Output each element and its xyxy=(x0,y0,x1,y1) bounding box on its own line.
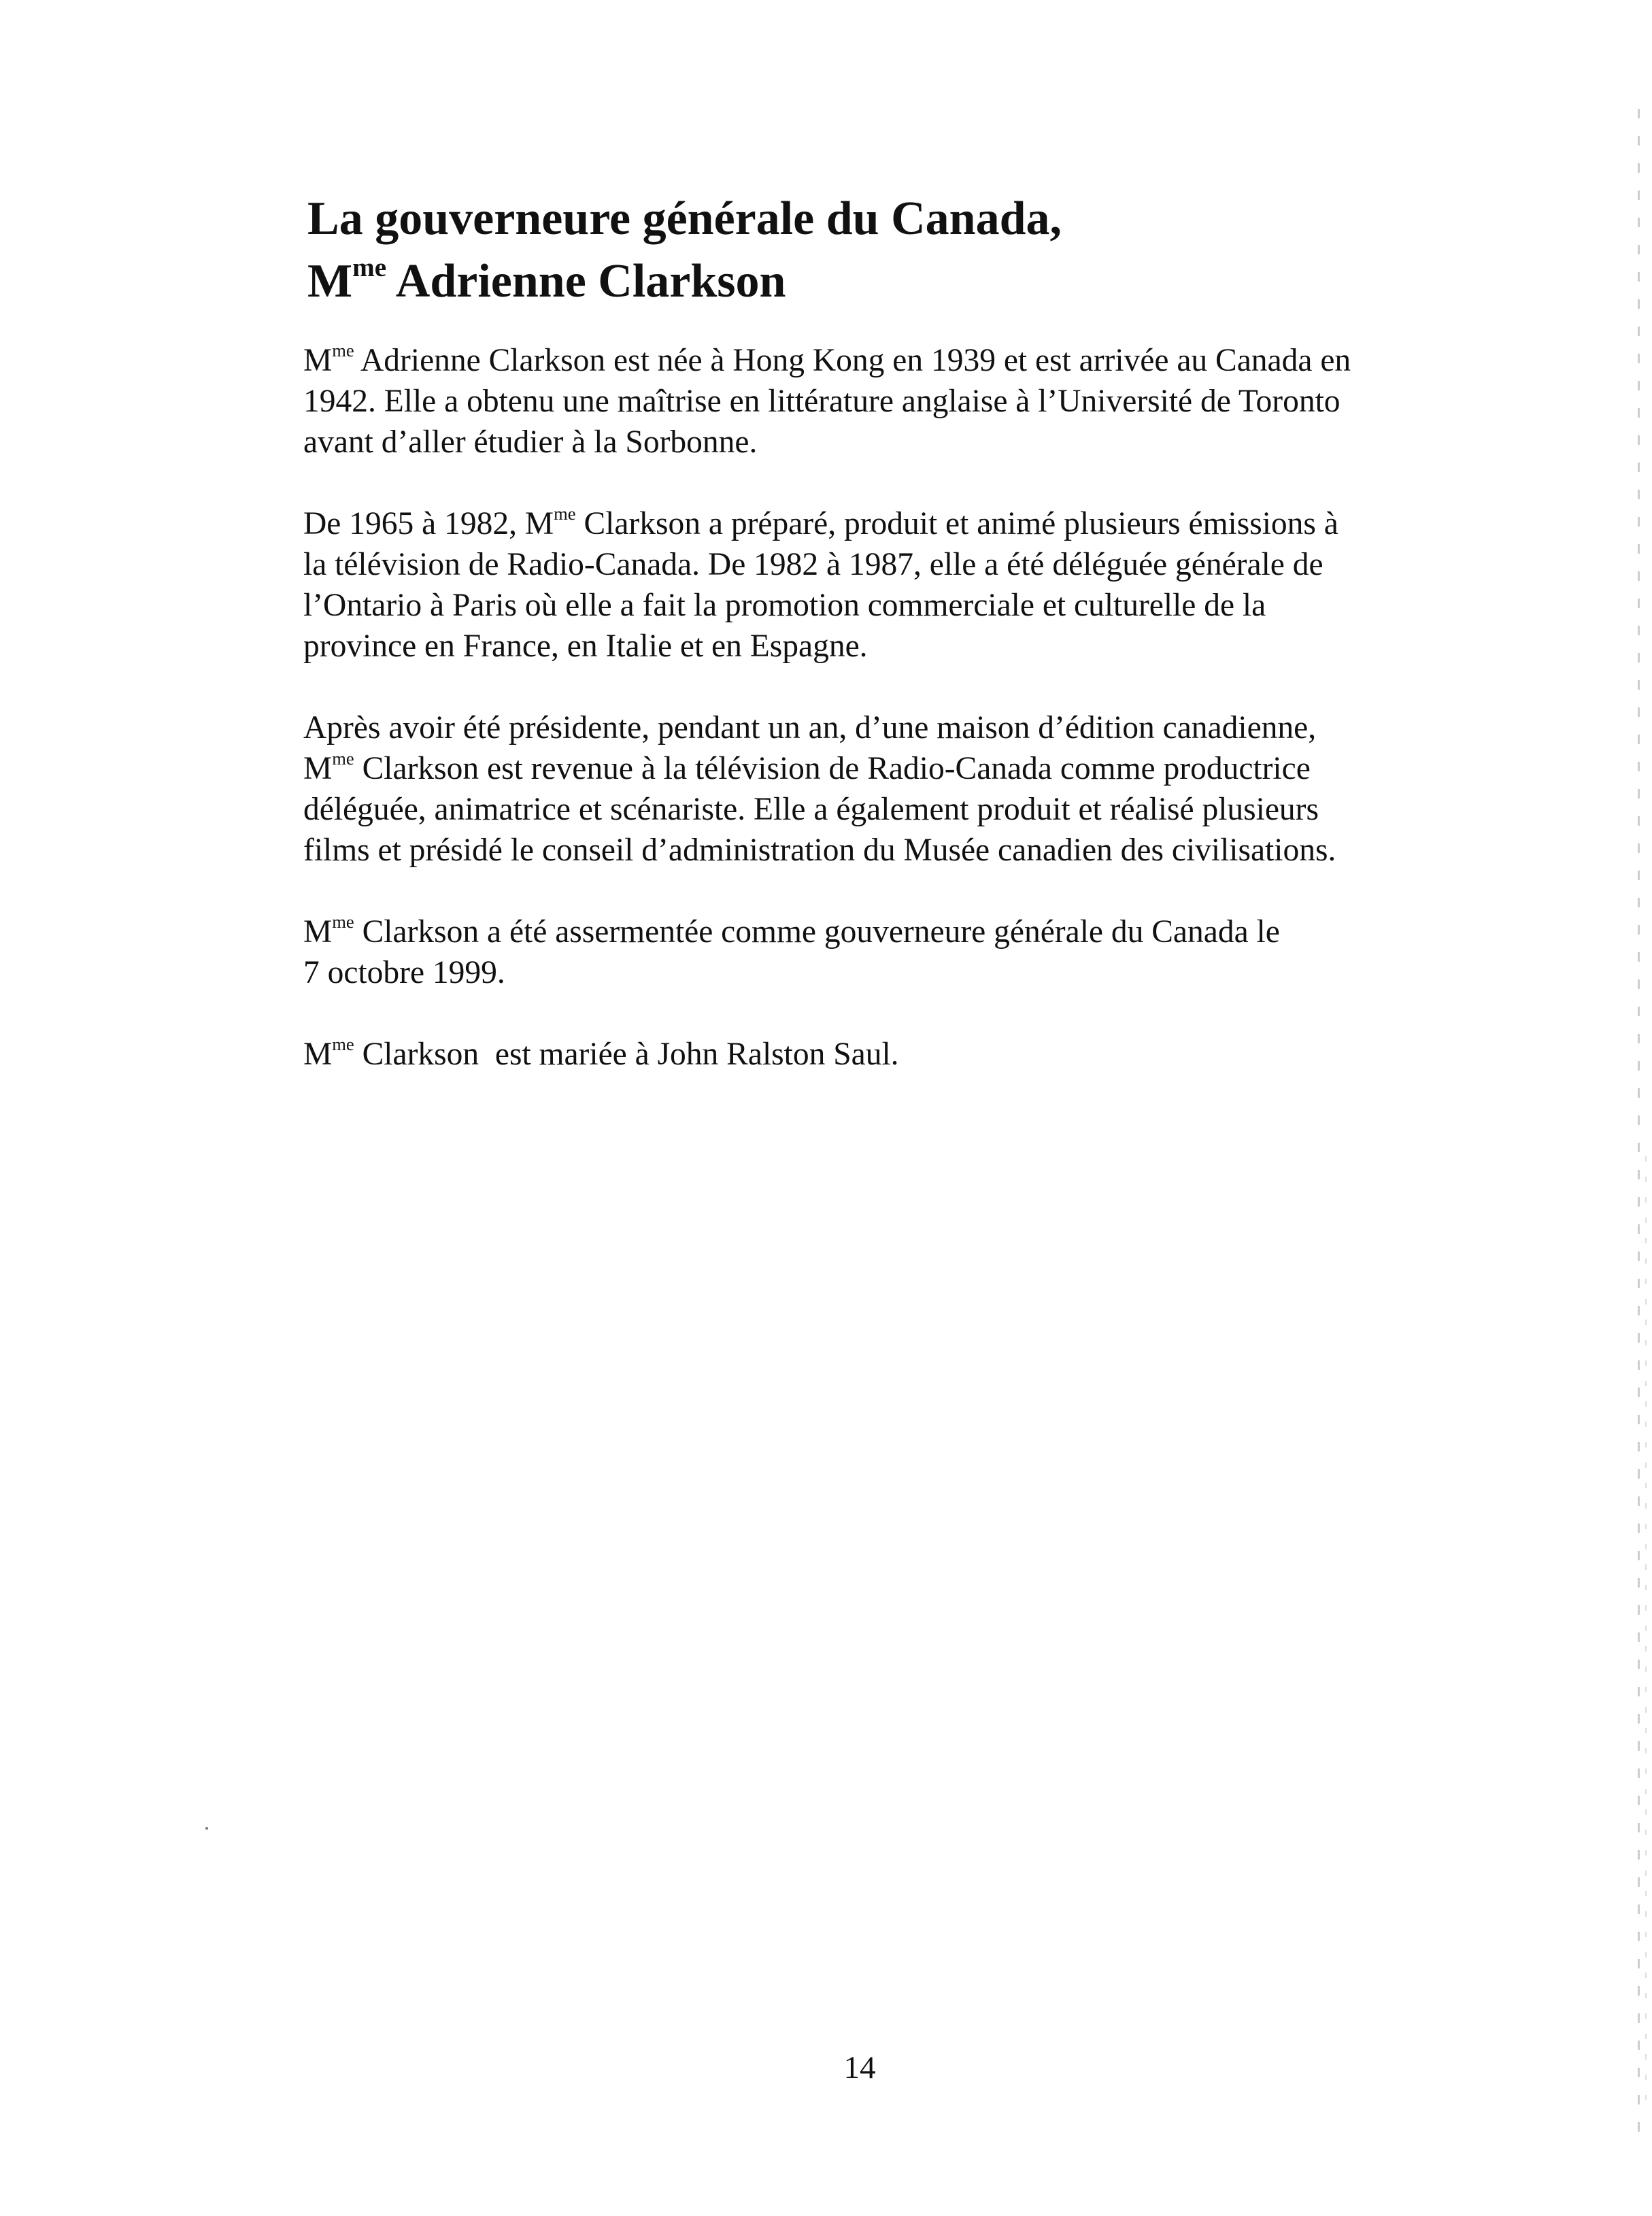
paragraph-line xyxy=(303,1034,1446,1075)
paragraph-line xyxy=(303,830,1446,871)
honorific-sup: me xyxy=(332,748,354,769)
paragraph-line xyxy=(303,422,1446,463)
line-prefix: M xyxy=(303,914,333,950)
paragraph-line xyxy=(303,585,1446,626)
scan-edge-artifact xyxy=(1638,109,1640,2136)
line-prefix: M xyxy=(303,1037,333,1072)
line-prefix: M xyxy=(303,343,333,378)
line-text: déléguée, animatrice et scénariste. Elle a également produit et réalisé plusieurs xyxy=(303,792,1319,827)
line-prefix: M xyxy=(303,751,333,786)
line-text: Après avoir été présidente, pendant un an, d’une maison d’édition canadienne, xyxy=(303,710,1317,745)
paragraph-line xyxy=(303,789,1446,830)
line-text: 7 octobre 1999. xyxy=(303,955,505,990)
line-text: Clarkson a été assermentée comme gouverneure générale du Canada le xyxy=(354,914,1280,950)
paragraph-1 xyxy=(303,340,1446,463)
scan-speck xyxy=(205,1827,208,1830)
honorific-sup: me xyxy=(332,911,354,933)
paragraph-line xyxy=(303,626,1446,667)
line-text: la télévision de Radio-Canada. De 1982 à 1987, elle a été déléguée générale de xyxy=(303,547,1324,582)
honorific-sup: me xyxy=(332,1034,354,1055)
line-text: province en France, en Italie et en Espagne. xyxy=(303,628,868,664)
line-text: Adrienne Clarkson est née à Hong Kong en 1939 et est arrivée au Canada en xyxy=(354,343,1351,378)
line-text: 1942. Elle a obtenu une maîtrise en littérature anglaise à l’Université de Toronto xyxy=(303,384,1341,419)
paragraph-line xyxy=(303,952,1446,993)
line-text: Clarkson est revenue à la télévision de Radio-Canada comme productrice xyxy=(354,751,1311,786)
line-prefix: De 1965 à 1982, M xyxy=(303,506,554,541)
paragraph-line xyxy=(303,503,1446,544)
line-text: l’Ontario à Paris où elle a fait la promotion commerciale et culturelle de la xyxy=(303,588,1266,623)
paragraph-line xyxy=(303,381,1446,422)
document-body xyxy=(303,340,1446,1115)
scan-edge-artifact-secondary xyxy=(1645,1156,1647,2109)
line-text: Clarkson est mariée à John Ralston Saul. xyxy=(354,1037,899,1072)
title-line-1: La gouverneure générale du Canada, xyxy=(307,192,1062,245)
paragraph-4 xyxy=(303,911,1446,993)
paragraph-2 xyxy=(303,503,1446,667)
paragraph-3 xyxy=(303,707,1446,871)
line-text: Clarkson a préparé, produit et animé plusieurs émissions à xyxy=(575,506,1338,541)
paragraph-line xyxy=(303,340,1446,381)
honorific-sup: me xyxy=(332,340,354,361)
paragraph-5 xyxy=(303,1034,1446,1075)
paragraph-line xyxy=(303,911,1446,952)
line-text: avant d’aller étudier à la Sorbonne. xyxy=(303,424,758,460)
paragraph-line xyxy=(303,748,1446,789)
paragraph-line xyxy=(303,707,1446,748)
page-number: 14 xyxy=(843,2050,876,2085)
paragraph-line xyxy=(303,544,1446,585)
title-line-2 xyxy=(307,252,786,307)
title-honorific-sup: me xyxy=(352,252,387,282)
page-title xyxy=(307,188,1532,313)
honorific-sup: me xyxy=(554,503,576,524)
title-honorific: M xyxy=(307,255,353,307)
title-name: Adrienne Clarkson xyxy=(386,255,786,307)
line-text: films et présidé le conseil d’administration du Musée canadien des civilisations. xyxy=(303,833,1336,868)
